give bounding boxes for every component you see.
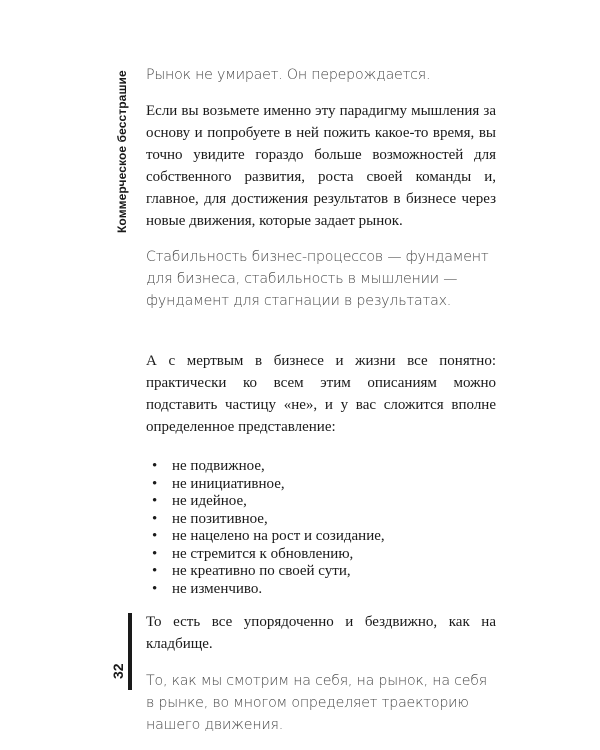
list-item: • не подвижное, bbox=[152, 458, 265, 474]
bullet-icon: • bbox=[152, 458, 158, 474]
running-head-text: Коммерческое бесстрашие bbox=[115, 70, 129, 233]
bullet-list bbox=[146, 458, 496, 598]
page-number-rule bbox=[128, 613, 132, 690]
paragraph-dead-business: А с мертвым в бизнесе и жизни все понятно: практически ко всем этим описаниям можно подставить частицу «не», и у вас сложится вполне определенное представление: bbox=[146, 353, 496, 435]
paragraph-cemetery: То есть все упорядоченно и бездвижно, как на кладбище. bbox=[146, 614, 496, 652]
list-item: • не идейное, bbox=[152, 493, 247, 509]
page-number bbox=[108, 655, 128, 685]
running-head bbox=[113, 70, 133, 233]
page-content bbox=[146, 64, 496, 736]
bullet-icon: • bbox=[152, 510, 158, 527]
list-item: • не позитивное, bbox=[152, 510, 268, 527]
bullet-icon: • bbox=[152, 493, 158, 509]
page-number-text: 32 bbox=[110, 663, 126, 679]
list-item: • не инициативное, bbox=[152, 475, 285, 492]
bullet-icon: • bbox=[152, 563, 158, 579]
bullet-icon: • bbox=[152, 580, 158, 597]
list-item: • не креативно по своей сути, bbox=[152, 563, 351, 579]
quote-market-reborn: Рынок не умирает. Он перерождается. bbox=[146, 67, 431, 83]
list-item: • не изменчиво. bbox=[152, 580, 263, 597]
quote-stability: Стабильность бизнес-процессов — фундамент для бизнеса, стабильность в мышлении — фундамент для стагнации в результатах. bbox=[146, 249, 489, 309]
list-item: • не нацелено на рост и созидание, bbox=[152, 528, 385, 544]
list-item: • не стремится к обновлению, bbox=[152, 545, 354, 562]
bullet-icon: • bbox=[152, 545, 158, 562]
paragraph-paradigm: Если вы возьмете именно эту парадигму мышления за основу и попробуете в ней пожить какое-то время, вы точно увидите гораздо больше возможностей для собственного развития, роста своей команды и, главное, для достижения результатов в бизнесе через новые движения, которые задает рынок. bbox=[146, 103, 496, 229]
bullet-icon: • bbox=[152, 475, 158, 492]
quote-trajectory: То, как мы смотрим на себя, на рынок, на себя в рынке, во многом определяет траекторию нашего движения. bbox=[146, 673, 487, 733]
bullet-icon: • bbox=[152, 528, 158, 544]
